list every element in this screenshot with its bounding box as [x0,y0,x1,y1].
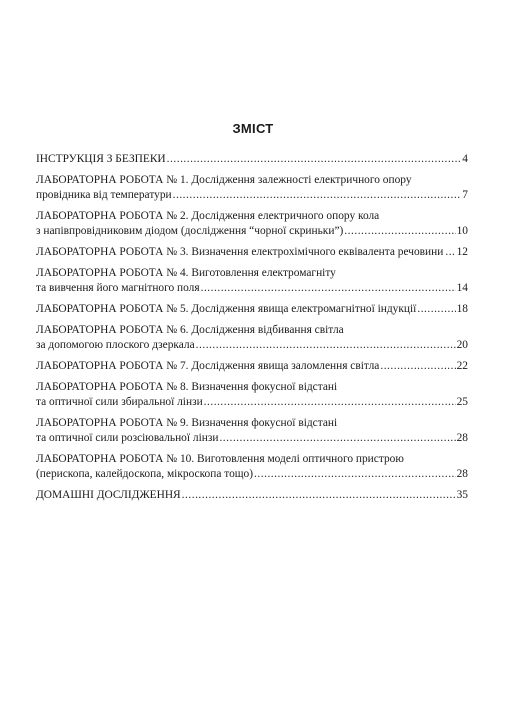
toc-entry-lab-5[interactable] [36,302,468,317]
dot-leader [167,152,462,167]
toc-page-number: 12 [456,246,468,258]
dot-leader [344,224,455,239]
toc-entry-lab-9[interactable] [36,416,468,446]
toc-entry-text: ЛАБОРАТОРНА РОБОТА № 6. Дослідження відбивання світла [36,324,344,336]
toc-page-number: 7 [462,189,468,201]
dot-leader [201,281,456,296]
toc-page-number: 28 [456,468,468,480]
toc-page-number: 28 [456,432,468,444]
toc-entry-text-cont: та оптичної сили збиральної лінзи [36,396,203,408]
toc-entry-text-cont: провідника від температури [36,189,172,201]
toc-entry-text-cont: та оптичної сили розсіювальної лінзи [36,432,219,444]
toc-entry-lab-1[interactable] [36,173,468,203]
dot-leader [417,302,455,317]
table-of-contents [36,152,468,509]
dot-leader [445,245,454,260]
toc-entry-text: ІНСТРУКЦІЯ З БЕЗПЕКИ [36,153,166,165]
toc-entry-lab-6[interactable] [36,323,468,353]
toc-entry-text: ЛАБОРАТОРНА РОБОТА № 7. Дослідження явища заломлення світла [36,360,380,372]
toc-entry-lab-7[interactable] [36,359,468,374]
toc-entry-text-cont: за допомогою плоского дзеркала [36,339,195,351]
toc-entry-text-cont: з напівпровідниковим діодом (дослідження “чорної скриньки”) [36,225,344,237]
toc-entry-safety[interactable] [36,152,468,167]
toc-entry-lab-8[interactable] [36,380,468,410]
toc-page-number: 14 [456,282,468,294]
toc-page-number: 22 [456,360,468,372]
toc-page-number: 25 [456,396,468,408]
toc-page-number: 20 [456,339,468,351]
toc-entry-text: ДОМАШНІ ДОСЛІДЖЕННЯ [36,489,181,501]
dot-leader [219,431,455,446]
toc-entry-text: ЛАБОРАТОРНА РОБОТА № 2. Дослідження електричного опору кола [36,210,380,222]
toc-title: ЗМІСТ [232,121,274,136]
toc-entry-lab-4[interactable] [36,266,468,296]
toc-entry-lab-2[interactable] [36,209,468,239]
toc-entry-text-cont: та вивчення його магнітного поля [36,282,200,294]
toc-entry-text: ЛАБОРАТОРНА РОБОТА № 5. Дослідження явища електромагнітної індукції [36,303,417,315]
toc-entry-text-cont: (перископа, калейдоскопа, мікроскопа тощо) [36,468,254,480]
dot-leader [380,359,455,374]
toc-entry-text: ЛАБОРАТОРНА РОБОТА № 10. Виготовлення моделі оптичного пристрою [36,453,404,465]
toc-entry-text: ЛАБОРАТОРНА РОБОТА № 9. Визначення фокусної відстані [36,417,338,429]
toc-entry-text: ЛАБОРАТОРНА РОБОТА № 3. Визначення електрохімічного еквівалента речовини [36,246,444,258]
toc-entry-home-research[interactable] [36,488,468,503]
dot-leader [196,338,456,353]
toc-entry-text: ЛАБОРАТОРНА РОБОТА № 4. Виготовлення електромагніту [36,267,336,279]
toc-page-number: 35 [456,489,468,501]
toc-entry-lab-3[interactable] [36,245,468,260]
dot-leader [173,188,462,203]
dot-leader [182,488,456,503]
toc-entry-text: ЛАБОРАТОРНА РОБОТА № 1. Дослідження залежності електричного опору [36,174,412,186]
toc-entry-text: ЛАБОРАТОРНА РОБОТА № 8. Визначення фокусної відстані [36,381,338,393]
toc-page-number: 4 [462,153,468,165]
toc-page-number: 10 [456,225,468,237]
dot-leader [254,467,456,482]
toc-page-number: 18 [456,303,468,315]
dot-leader [204,395,456,410]
toc-entry-lab-10[interactable] [36,452,468,482]
